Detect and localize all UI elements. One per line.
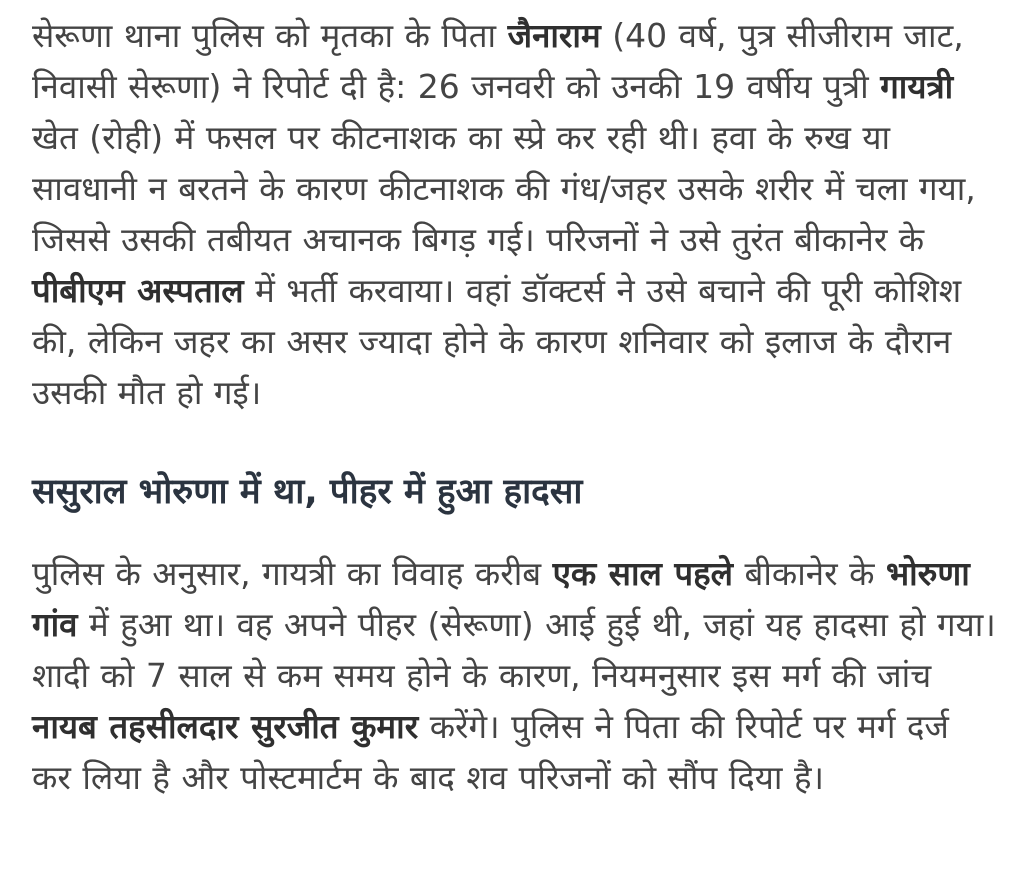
text-run: सेरूणा थाना पुलिस को मृतका के पिता	[32, 16, 508, 55]
village-name: भोरुणा गांव	[32, 554, 970, 644]
text-run: में भर्ती करवाया। वहां डॉक्टर्स ने उसे बचाने की पूरी कोशिश की, लेकिन जहर का असर ज्यादा होने के कारण शनिवार को इलाज के दौरान उसकी मौत हो गई।	[32, 271, 962, 412]
marriage-time: एक साल पहले	[552, 554, 734, 593]
paragraph-police-statement	[32, 548, 998, 803]
name-jainaram: जैनाराम	[507, 16, 601, 55]
text-run: (40 वर्ष, पुत्र सीजीराम जाट, निवासी सेरूणा) ने रिपोर्ट दी है: 26 जनवरी को उनकी 19 वर्षीय पुत्री	[32, 16, 964, 106]
text-run: पुलिस के अनुसार, गायत्री का विवाह करीब	[32, 554, 553, 593]
name-gayatri: गायत्री	[880, 67, 954, 106]
hospital-name: पीबीएम अस्पताल	[32, 271, 244, 310]
officer-name: नायब तहसीलदार सुरजीत कुमार	[32, 707, 419, 746]
paragraph-report	[32, 10, 998, 418]
text-run: में हुआ था। वह अपने पीहर (सेरूणा) आई हुई थी, जहां यह हादसा हो गया। शादी को 7 साल से कम समय होने के कारण, नियमनुसार इस मर्ग की जांच	[32, 605, 996, 695]
text-run: करेंगे। पुलिस ने पिता की रिपोर्ट पर मर्ग दर्ज कर लिया है और पोस्टमार्टम के बाद शव परिजनों को सौंप दिया है।	[32, 707, 949, 797]
text-run: बीकानेर के	[733, 554, 886, 593]
section-heading: ससुराल भोरुणा में था, पीहर में हुआ हादसा	[32, 472, 583, 512]
text-run: खेत (रोही) में फसल पर कीटनाशक का स्प्रे कर रही थी। हवा के रुख या सावधानी न बरतने के कारण कीटनाशक की गंध/जहर उसके शरीर में चला गया, जिससे उसकी तबीयत अचानक बिगड़ गई। परिजनों ने उसे तुरंत बीकानेर के	[32, 118, 976, 259]
